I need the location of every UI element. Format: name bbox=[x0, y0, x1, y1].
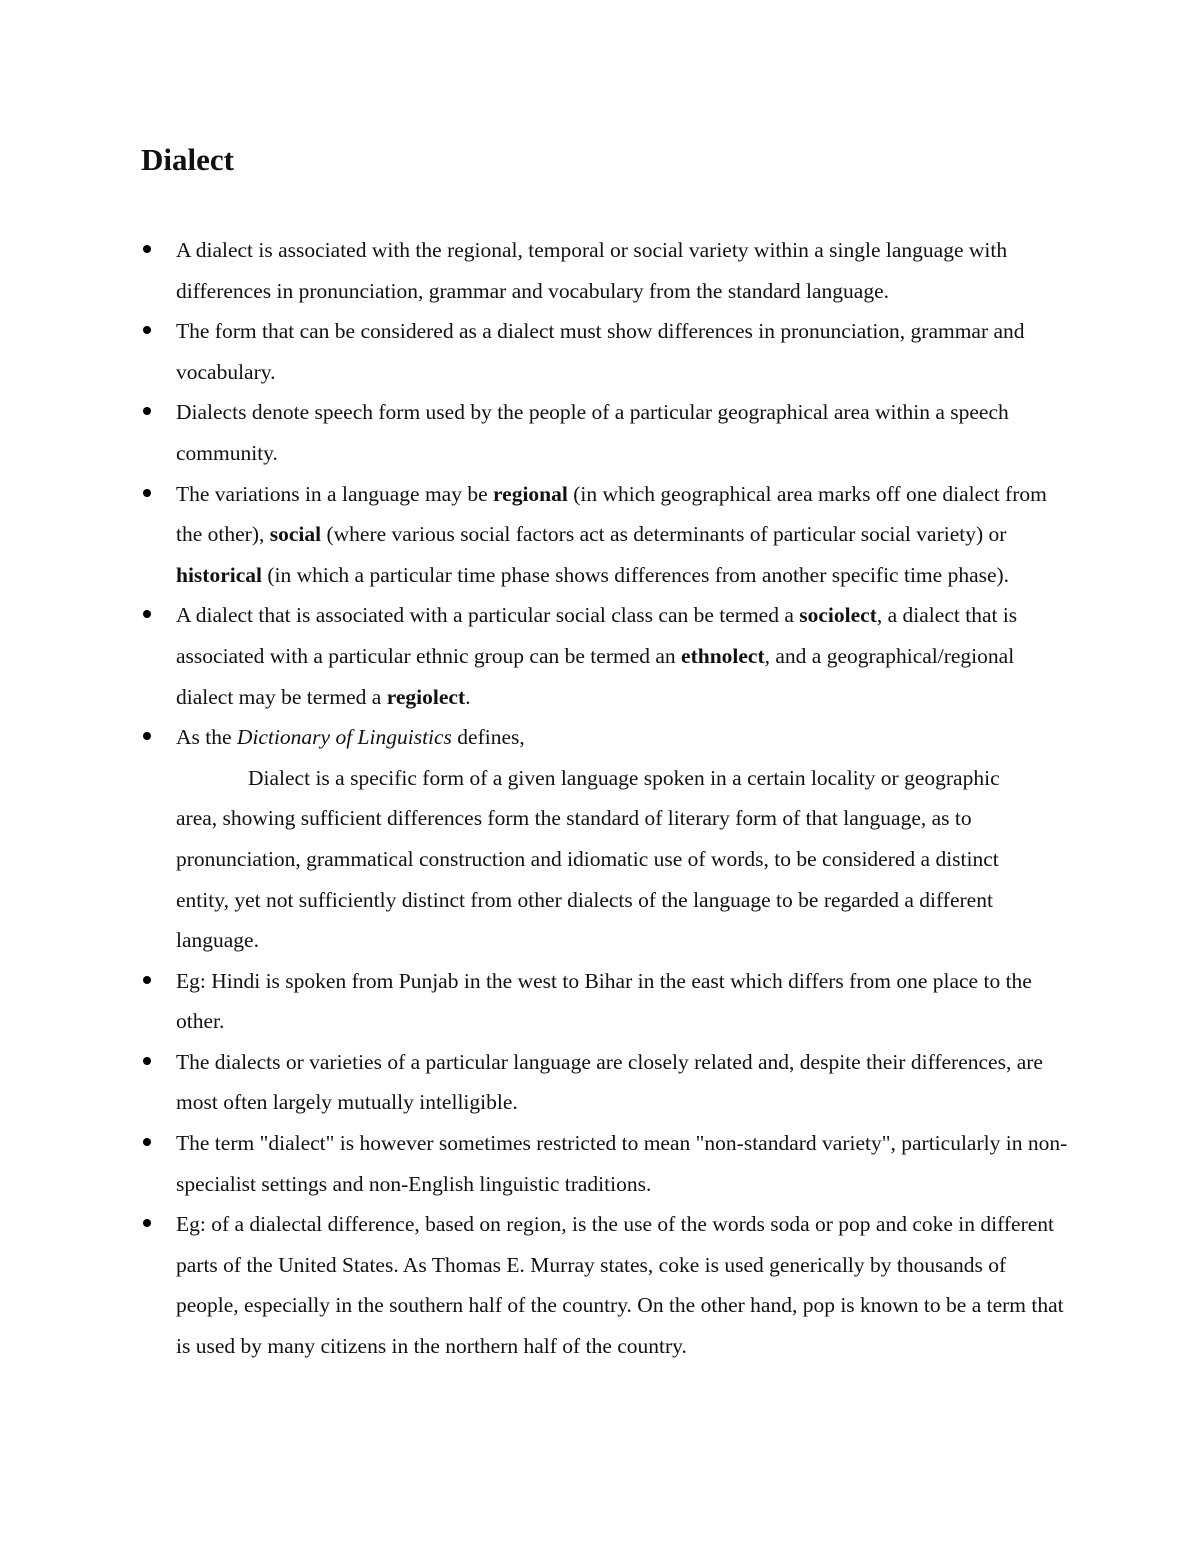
bullet-icon bbox=[143, 610, 151, 618]
page-title: Dialect bbox=[141, 142, 234, 177]
item-text: The term "dialect" is however sometimes restricted to mean "non-standard variety", particularly in non-specialist settings and non-English linguistic traditions. bbox=[176, 1131, 1068, 1196]
item-text: , a dialect that is associated with a particular ethnic group can be termed an bbox=[176, 603, 1018, 668]
list-item bbox=[141, 474, 1071, 596]
bullet-icon bbox=[143, 1057, 151, 1065]
item-text: A dialect is associated with the regional, temporal or social variety within a single language with differences in pronunciation, grammar and vocabulary from the standard language. bbox=[176, 238, 1008, 303]
bullet-icon bbox=[143, 976, 151, 984]
bullet-icon bbox=[143, 407, 151, 415]
list-item bbox=[141, 1123, 1071, 1204]
list-item bbox=[141, 392, 1071, 473]
item-text: The dialects or varieties of a particular language are closely related and, despite their differences, are most often largely mutually intelligible. bbox=[176, 1049, 1043, 1115]
item-text: The form that can be considered as a dialect must show differences in pronunciation, grammar and vocabulary. bbox=[176, 319, 1025, 384]
item-text: , and a geographical/regional dialect may be termed a bbox=[176, 643, 1015, 709]
item-text: The variations in a language may be bbox=[176, 481, 494, 506]
item-text: (in which geographical area marks off one dialect from the other), bbox=[176, 481, 1047, 547]
list-item bbox=[141, 1204, 1071, 1366]
term-ethnolect: ethnolect bbox=[681, 643, 765, 668]
block-quote-container bbox=[141, 758, 1071, 961]
bullet-list bbox=[141, 230, 1071, 1367]
item-text: Dialects denote speech form used by the people of a particular geographical area within a speech community. bbox=[176, 400, 1009, 465]
item-text: As the bbox=[176, 725, 237, 750]
item-text: A dialect that is associated with a particular social class can be termed a bbox=[176, 603, 800, 628]
item-text: (in which a particular time phase shows differences from another specific time phase). bbox=[262, 562, 1010, 587]
item-text: (where various social factors act as determinants of particular social variety) or bbox=[321, 522, 1007, 547]
bullet-icon bbox=[143, 489, 151, 497]
term-historical: historical bbox=[176, 562, 262, 587]
bullet-icon bbox=[143, 1138, 151, 1146]
bullet-icon bbox=[143, 1219, 151, 1227]
list-item bbox=[141, 1042, 1071, 1123]
bullet-icon bbox=[143, 245, 151, 253]
list-item bbox=[141, 717, 1071, 758]
bullet-icon bbox=[143, 326, 151, 334]
list-item bbox=[141, 595, 1071, 717]
book-title: Dictionary of Linguistics bbox=[236, 725, 452, 750]
list-item bbox=[141, 311, 1071, 392]
term-social: social bbox=[269, 522, 322, 547]
item-text: defines, bbox=[451, 725, 525, 750]
term-sociolect: sociolect bbox=[799, 603, 877, 628]
list-item bbox=[141, 230, 1071, 311]
block-quote: Dialect is a specific form of a given language spoken in a certain locality or geographic area, showing sufficient differences form the standard of literary form of that language, as to pronunciation, grammatical construction and idiomatic use of words, to be considered a distinct entity, yet not sufficiently distinct from other dialects of the language to be regarded a different language. bbox=[176, 765, 1000, 953]
item-text: Eg: Hindi is spoken from Punjab in the west to Bihar in the east which differs from one place to the other. bbox=[176, 968, 1032, 1034]
list-item bbox=[141, 961, 1071, 1042]
term-regional: regional bbox=[493, 481, 568, 506]
bullet-icon bbox=[143, 732, 151, 740]
item-text: . bbox=[465, 684, 471, 709]
item-text: Eg: of a dialectal difference, based on region, is the use of the words soda or pop and coke in different parts of the United States. As Thomas E. Murray states, coke is used generically by thousands of people, especially in the southern half of the country. On the other hand, pop is known to be a term that is used by many citizens in the northern half of the country. bbox=[176, 1212, 1064, 1359]
term-regiolect: regiolect bbox=[386, 684, 466, 709]
